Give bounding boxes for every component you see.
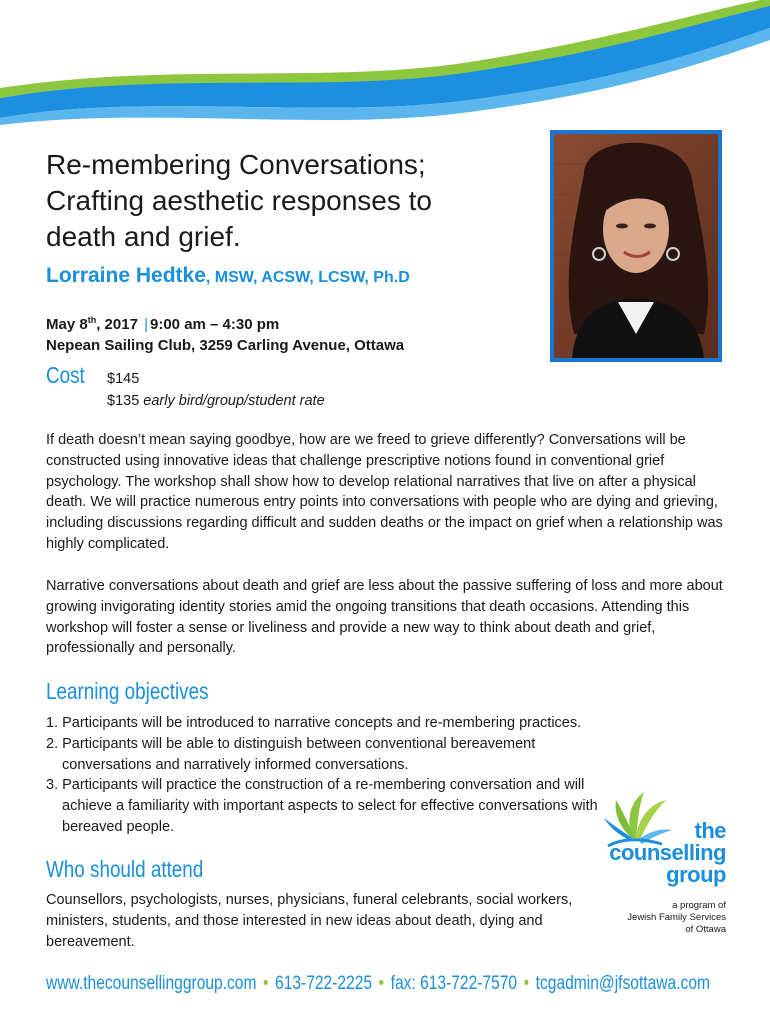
footer-separator: • [378, 973, 385, 994]
cost-discount-desc: early bird/group/student rate [143, 393, 325, 409]
title-line: Re-membering Conversations; [46, 149, 426, 180]
logo-line: the [694, 818, 726, 843]
event-date-suffix: th [87, 315, 97, 325]
footer-fax: fax: 613-722-7570 [390, 973, 518, 994]
audience-text: Counsellors, psychologists, nurses, physicians, funeral celebrants, social workers, ministers, students, and those interested in new ideas about death, dying and bereavement. [46, 892, 573, 950]
page-title [46, 147, 516, 255]
event-details [46, 310, 404, 356]
who-should-attend-heading: Who should attend [46, 856, 204, 882]
event-venue: Nepean Sailing Club, 3259 Carling Avenue, Ottawa [46, 337, 405, 354]
description-paragraph: Narrative conversations about death and grief are less about the passive suffering of loss and more about growing invigorating identity stories amid the ongoing transitions that death occasions. Attending this workshop will foster a sense or liveliness and provide a new way to think about death and grief, professionally and personally. [46, 578, 723, 657]
program-line: of Ottawa [685, 924, 726, 935]
presenter-photo [550, 130, 722, 362]
learning-objectives-list [46, 713, 626, 838]
presenter-credentials: , MSW, ACSW, LCSW, Ph.D [205, 269, 410, 286]
cost-discount-price: $135 [107, 393, 140, 409]
title-line: death and grief. [46, 221, 241, 252]
presenter-portrait-image [554, 134, 718, 358]
cost-discount [107, 390, 325, 412]
counselling-group-logo [596, 788, 730, 938]
logo-line: counselling [609, 840, 726, 865]
event-date: May 8 [46, 316, 88, 333]
footer-separator: • [523, 973, 530, 994]
list-item: 3. Participants will practice the construction of a re-membering conversation and will achieve a familiarity with important aspects to select for effective conversations with bereaved people. [46, 777, 598, 835]
learning-objectives-heading: Learning objectives [46, 678, 209, 704]
cost-price: $145 [107, 371, 140, 387]
footer-separator: • [263, 973, 269, 994]
program-line: a program of [672, 900, 726, 911]
footer-website-link[interactable]: www.thecounsellinggroup.com [46, 973, 257, 994]
cost-details [107, 368, 325, 412]
footer-contact [46, 973, 710, 995]
footer-email-link[interactable]: tcgadmin@jfsottawa.com [535, 973, 710, 994]
title-line: Crafting aesthetic responses to [46, 185, 432, 216]
event-time: 9:00 am – 4:30 pm [150, 316, 280, 333]
presenter-name: Lorraine Hedtke [46, 264, 206, 287]
footer-phone: 613-722-2225 [275, 973, 373, 994]
presenter [46, 264, 410, 288]
cost-label: Cost [46, 362, 85, 388]
event-year: , 2017 [96, 316, 138, 333]
description-paragraph: If death doesn’t mean saying goodbye, how are we freed to grieve differently? Conversations will be constructed using innovative ideas that challenge prescriptive notions found in conventional grief psychology. The workshop shall show how to develop relational narratives that live on after a physical death. We will practice numerous entry points into conversations with people who are dying and grieving, including discussions regarding difficult and sudden deaths or the impact on grief when a relationship was highly complicated. [46, 432, 723, 552]
list-item: 2. Participants will be able to distinguish between conventional bereavement conversations and narratively informed conversations. [46, 735, 536, 773]
event-separator: | [144, 316, 148, 333]
logo-wordmark [609, 820, 726, 886]
program-line: Jewish Family Services [627, 912, 726, 923]
header-wave-graphic [0, 0, 770, 125]
logo-program-text [627, 900, 726, 936]
list-item: 1. Participants will be introduced to narrative concepts and re-membering practices. [46, 715, 582, 731]
logo-line: group [666, 862, 726, 887]
event-datetime [46, 310, 404, 335]
